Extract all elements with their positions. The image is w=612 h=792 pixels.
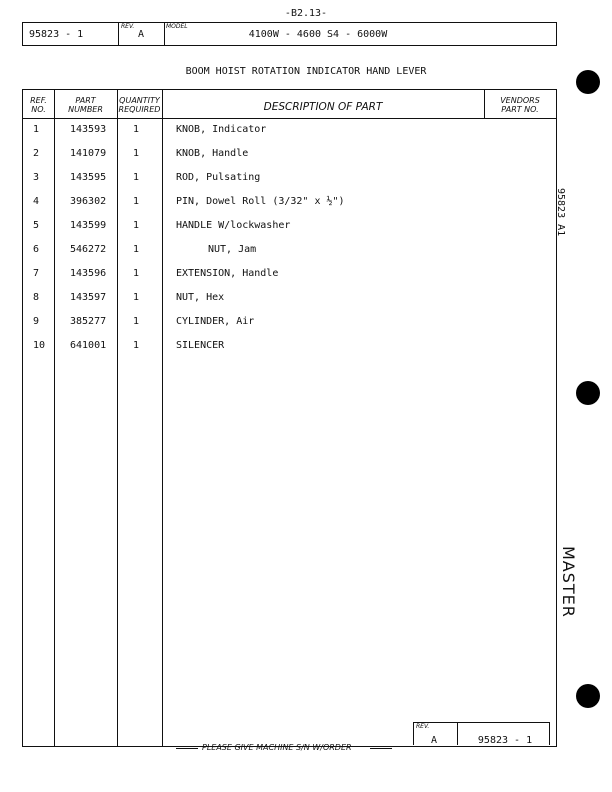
col-header-part xyxy=(54,96,117,114)
part-number-cell: 143597 xyxy=(70,292,107,303)
footer-note-rule xyxy=(370,748,392,749)
ref-cell: 8 xyxy=(33,292,40,303)
header-divider xyxy=(164,23,165,45)
table-row xyxy=(23,268,556,292)
table-row xyxy=(23,196,556,220)
quantity-cell: 1 xyxy=(132,268,140,279)
binder-hole xyxy=(576,70,600,94)
parts-table xyxy=(22,89,557,747)
col-header-vendors-line2: PART NO. xyxy=(501,105,539,114)
ref-cell: 4 xyxy=(33,196,40,207)
table-row xyxy=(23,316,556,340)
ref-cell: 3 xyxy=(33,172,40,183)
quantity-cell: 1 xyxy=(132,196,140,207)
part-number-cell: 143595 xyxy=(70,172,107,183)
ref-cell: 6 xyxy=(33,244,40,255)
part-number-cell: 641001 xyxy=(70,340,107,351)
part-number-cell: 385277 xyxy=(70,316,107,327)
description-cell: KNOB, Handle xyxy=(176,148,249,159)
header-rule xyxy=(23,118,556,119)
footer-doc-number: 95823 - 1 xyxy=(477,735,533,746)
part-number-cell: 143599 xyxy=(70,220,107,231)
description-cell: HANDLE W/lockwasher xyxy=(176,220,291,231)
doc-number: 95823 - 1 xyxy=(29,29,84,40)
quantity-cell: 1 xyxy=(132,244,140,255)
header-box xyxy=(22,22,557,46)
binder-hole xyxy=(576,381,600,405)
table-row xyxy=(23,148,556,172)
part-number-cell: 141079 xyxy=(70,148,107,159)
description-cell: ROD, Pulsating xyxy=(176,172,261,183)
table-row xyxy=(23,172,556,196)
quantity-cell: 1 xyxy=(132,220,140,231)
part-number-cell: 143596 xyxy=(70,268,107,279)
quantity-cell: 1 xyxy=(132,292,140,303)
footer-divider xyxy=(457,722,458,745)
binder-hole xyxy=(576,684,600,708)
ref-cell: 2 xyxy=(33,148,40,159)
page-title: BOOM HOIST ROTATION INDICATOR HAND LEVER xyxy=(185,66,427,77)
ref-cell: 5 xyxy=(33,220,40,231)
side-doc-code: 95823 A1 xyxy=(555,188,566,237)
description-cell: NUT, Hex xyxy=(176,292,225,303)
footer-rev-value: A xyxy=(430,735,438,746)
col-header-qty xyxy=(117,96,162,114)
master-stamp: MASTER xyxy=(559,546,578,618)
quantity-cell: 1 xyxy=(132,340,140,351)
col-header-description: DESCRIPTION OF PART xyxy=(263,101,383,113)
quantity-cell: 1 xyxy=(132,124,140,135)
col-header-ref-line2: NO. xyxy=(31,105,46,114)
table-row xyxy=(23,292,556,316)
ref-cell: 7 xyxy=(33,268,40,279)
ref-cell: 10 xyxy=(33,340,46,351)
quantity-cell: 1 xyxy=(132,148,140,159)
col-header-vendors xyxy=(484,96,556,114)
col-header-qty-line1: QUANTITY xyxy=(119,96,160,105)
footer-note xyxy=(176,743,392,755)
part-number-cell: 143593 xyxy=(70,124,107,135)
table-row xyxy=(23,220,556,244)
ref-cell: 1 xyxy=(33,124,40,135)
description-cell: PIN, Dowel Roll (3/32" x ½") xyxy=(176,196,345,207)
table-row xyxy=(23,244,556,268)
col-header-part-line1: PART xyxy=(75,96,96,105)
rev-value: A xyxy=(137,29,145,40)
table-row xyxy=(23,340,556,364)
description-cell: CYLINDER, Air xyxy=(176,316,255,327)
quantity-cell: 1 xyxy=(132,316,140,327)
part-number-cell: 396302 xyxy=(70,196,107,207)
footer-note-rule xyxy=(176,748,198,749)
description-cell: NUT, Jam xyxy=(208,244,257,255)
part-number-cell: 546272 xyxy=(70,244,107,255)
footer-note-text: PLEASE GIVE MACHINE S/N W/ORDER xyxy=(202,743,352,752)
col-header-vendors-line1: VENDORS xyxy=(500,96,540,105)
col-header-ref xyxy=(23,96,54,114)
description-cell: EXTENSION, Handle xyxy=(176,268,279,279)
page-number: -B2.13- xyxy=(284,8,328,19)
table-row xyxy=(23,124,556,148)
ref-cell: 9 xyxy=(33,316,40,327)
footer-rev-caption: REV. xyxy=(416,723,430,730)
quantity-cell: 1 xyxy=(132,172,140,183)
col-header-qty-line2: REQUIRED xyxy=(118,105,161,114)
description-cell: KNOB, Indicator xyxy=(176,124,267,135)
rev-caption: REV. xyxy=(121,23,135,30)
model-caption: MODEL xyxy=(166,23,188,30)
col-header-ref-line1: REF. xyxy=(30,96,47,105)
description-cell: SILENCER xyxy=(176,340,225,351)
model-value: 4100W - 4600 S4 - 6000W xyxy=(248,29,388,40)
col-header-part-line2: NUMBER xyxy=(68,105,103,114)
